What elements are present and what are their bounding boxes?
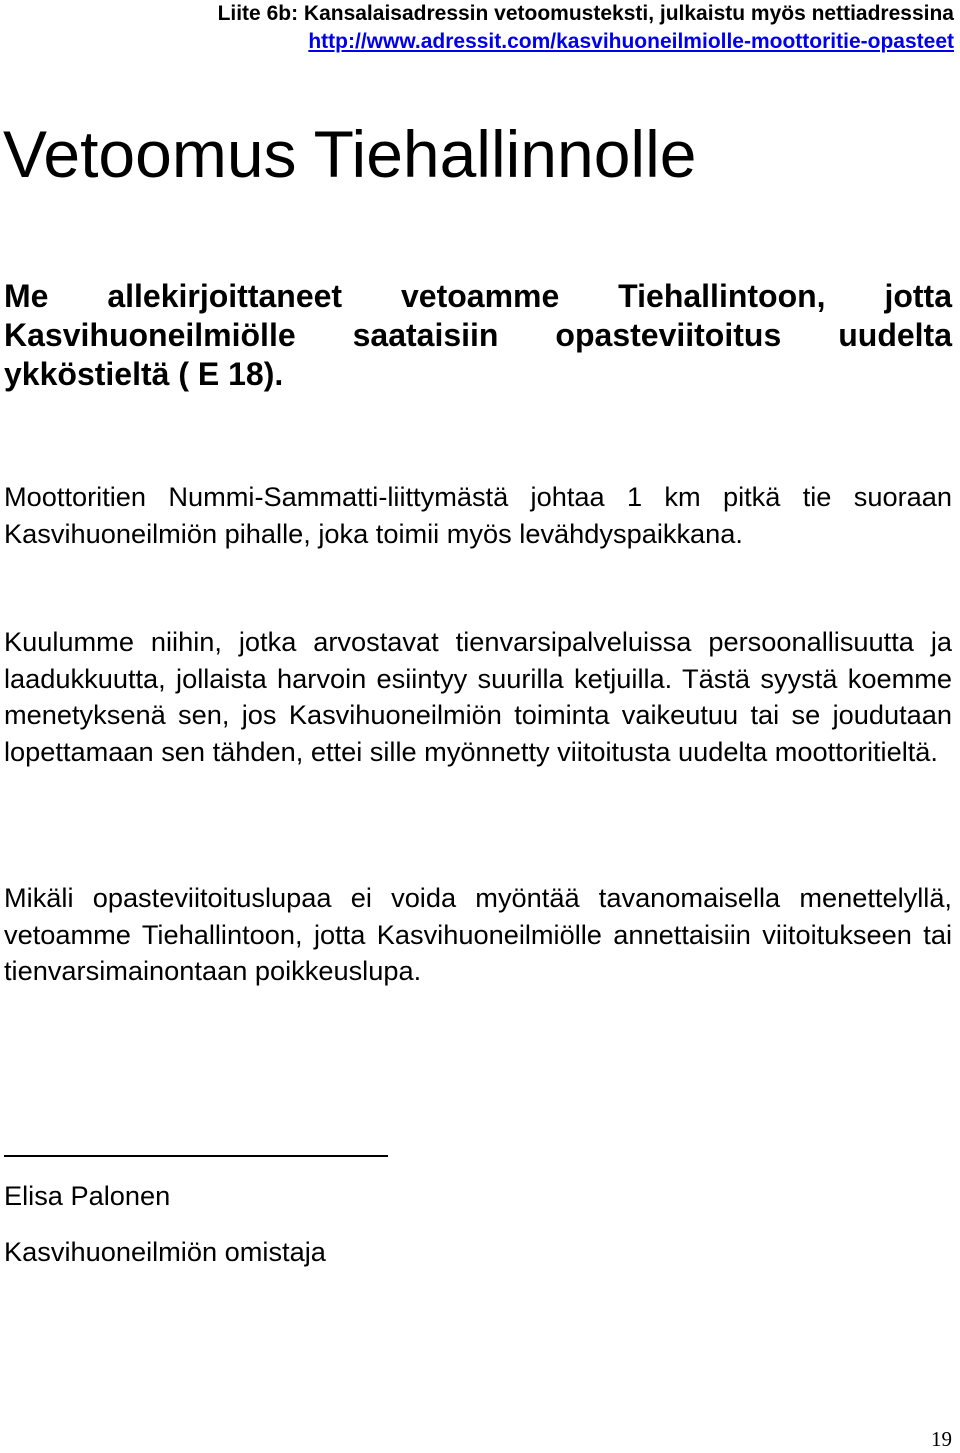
header-appendix-line: Liite 6b: Kansalaisadressin vetoomusteksti, julkaistu myös nettiadressina — [217, 2, 954, 25]
paragraph-location: Moottoritien Nummi-Sammatti-liittymästä johtaa 1 km pitkä tie suoraan Kasvihuoneilmiön pihalle, joka toimii myös levähdyspaikkana. — [4, 481, 952, 549]
signature-line — [4, 1155, 388, 1157]
page-title: Vetoomus Tiehallinnolle — [3, 117, 697, 191]
signer-name: Elisa Palonen — [4, 1180, 171, 1211]
paragraph-reasoning: Kuulumme niihin, jotka arvostavat tienvarsipalveluissa persoonallisuutta ja laadukkuutta, jollaista harvoin esiintyy suurilla ketjuilla. Tästä syystä koemme menetyksenä sen, jos Kasvihuoneilmiön toiminta vaikeutuu tai se joudutaan lopettamaan sen tähden, ettei sille myönnetty viitoitusta uudelta moottoritieltä. — [4, 626, 952, 767]
paragraph-exception-request: Mikäli opasteviitoituslupaa ei voida myöntää tavanomaisella menettelyllä, vetoamme Tiehallintoon, jotta Kasvihuoneilmiölle annettaisiin viitoitukseen tai tienvarsimainontaan poikkeuslupa. — [4, 882, 952, 986]
signer-role: Kasvihuoneilmiön omistaja — [4, 1236, 326, 1267]
petition-url-link[interactable]: http://www.adressit.com/kasvihuoneilmiolle-moottoritie-opasteet — [308, 30, 954, 53]
page-number: 19 — [931, 1427, 952, 1451]
petition-statement: Me allekirjoittaneet vetoamme Tiehallintoon, jotta Kasvihuoneilmiölle saataisiin opasteviitoitus uudelta ykköstieltä ( E 18). — [4, 278, 952, 392]
